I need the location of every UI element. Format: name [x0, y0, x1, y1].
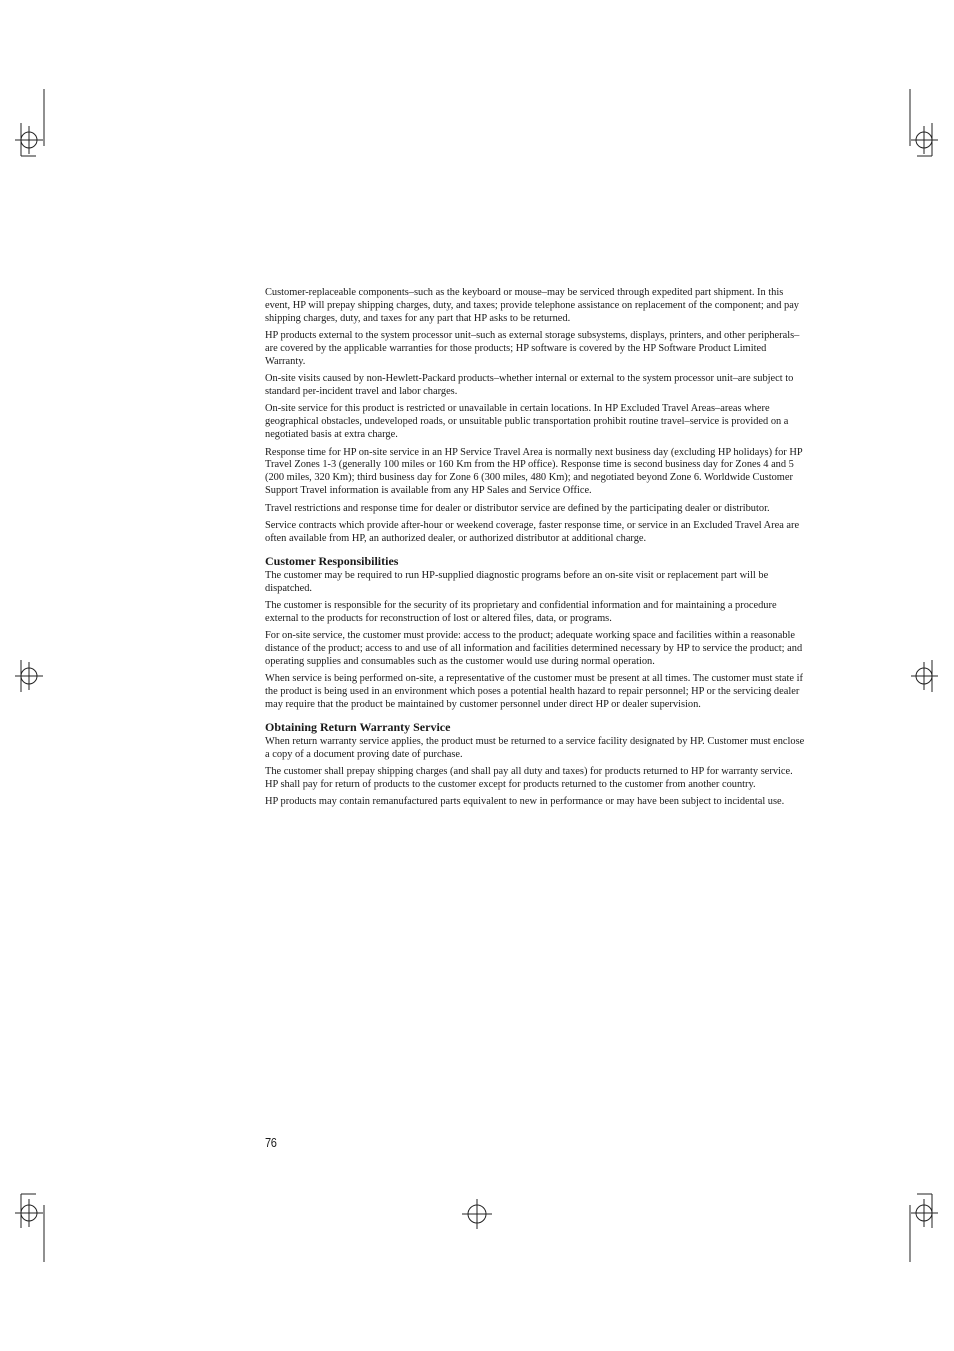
paragraph-external-products: HP products external to the system processor unit–such as external storage subsystems, displays, printers, and other peripherals–are covered by the applicable warranties for those products; HP software is covered by the HP Software Product Limited Warranty. — [265, 330, 800, 367]
page-number: 76 — [265, 1135, 277, 1150]
paragraph-service-contracts: Service contracts which provide after-hour or weekend coverage, faster response time, or service in an Excluded Travel Area are often available from HP, an authorized dealer, or authorized distributor at additional charge. — [265, 519, 800, 544]
paragraph-response-time: Response time for HP on-site service in an HP Service Travel Area is normally next business day (excluding HP holidays) for HP Travel Zones 1-3 (generally 100 miles or 160 Km from the HP office). Response time is second business day for Zones 4 and 5 (200 miles, 320 Km); third business day for Zone 6 (300 miles, 480 Km); and negotiated beyond Zone 6. Worldwide Customer Support Travel information is available from any HP Sales and Service Office. — [265, 446, 803, 497]
paragraph-shipping-charges: The customer shall prepay shipping charges (and shall pay all duty and taxes) for products returned to HP for warranty service. HP shall pay for return of products to the customer except for products returned to the customer from another country. — [265, 766, 793, 790]
paragraph-return-facility: When return warranty service applies, the product must be returned to a service facility designated by HP. Customer must enclose a copy of a document proving date of purchase. — [265, 735, 805, 760]
paragraph-travel-restrictions: Travel restrictions and response time for dealer or distributor service are defined by the participating dealer or distributor. — [265, 502, 770, 514]
registration-mark-middle-right — [911, 660, 938, 692]
paragraph-security: The customer is responsible for the security of its proprietary and confidential information and for maintaining a procedure external to the products for reconstruction of lost or altered files, data, or programs. — [265, 599, 777, 624]
registration-mark-bottom-left — [15, 1194, 44, 1262]
paragraph-excluded-travel-areas: On-site service for this product is restricted or unavailable in certain locations. In HP Excluded Travel Areas–areas where geographical obstacles, undeveloped roads, or unsuitable public transportation prohibit routine travel–service is provided on a negotiated basis at extra charge. — [265, 403, 789, 441]
registration-mark-bottom-right — [910, 1194, 938, 1262]
document-body — [265, 287, 805, 814]
paragraph-onsite-requirements: For on-site service, the customer must provide: access to the product; adequate working space and facilities within a reasonable distance of the product; access to and use of all information and facilities determined necessary by HP to service the product; and operating supplies and consumables such as the customer would use during normal operation. — [265, 630, 803, 667]
heading-obtaining-return-warranty: Obtaining Return Warranty Service — [265, 719, 451, 734]
paragraph-expedited-parts: Customer-replaceable components–such as the keyboard or mouse–may be serviced through expedited part shipment. In this event, HP will prepay shipping charges, duty, and taxes; provide telephone assistance on replacement of the component; and pay shipping charges, duty, and taxes for any part that HP asks to be returned. — [265, 287, 800, 324]
paragraph-non-hp-products: On-site visits caused by non-Hewlett-Packard products–whether internal or external to the system processor unit–are subject to standard per-incident travel and labor charges. — [265, 373, 794, 398]
paragraph-remanufactured-parts: HP products may contain remanufactured parts equivalent to new in performance or may have been subject to incidental use. — [265, 796, 785, 808]
heading-customer-responsibilities: Customer Responsibilities — [265, 553, 399, 568]
registration-mark-top-left — [15, 89, 44, 156]
registration-mark-middle-left — [15, 660, 43, 692]
registration-mark-top-right — [910, 89, 938, 156]
registration-mark-bottom-center — [462, 1199, 492, 1229]
paragraph-diagnostic-programs: The customer may be required to run HP-supplied diagnostic programs before an on-site visit or replacement part will be dispatched. — [265, 569, 769, 594]
paragraph-representative-present: When service is being performed on-site, a representative of the customer must be present at all times. The customer must state if the product is being used in an environment which poses a potential health hazard to repair personnel; HP or the servicing dealer may require that the product be maintained by customer personnel under direct HP or dealer supervision. — [265, 673, 803, 710]
